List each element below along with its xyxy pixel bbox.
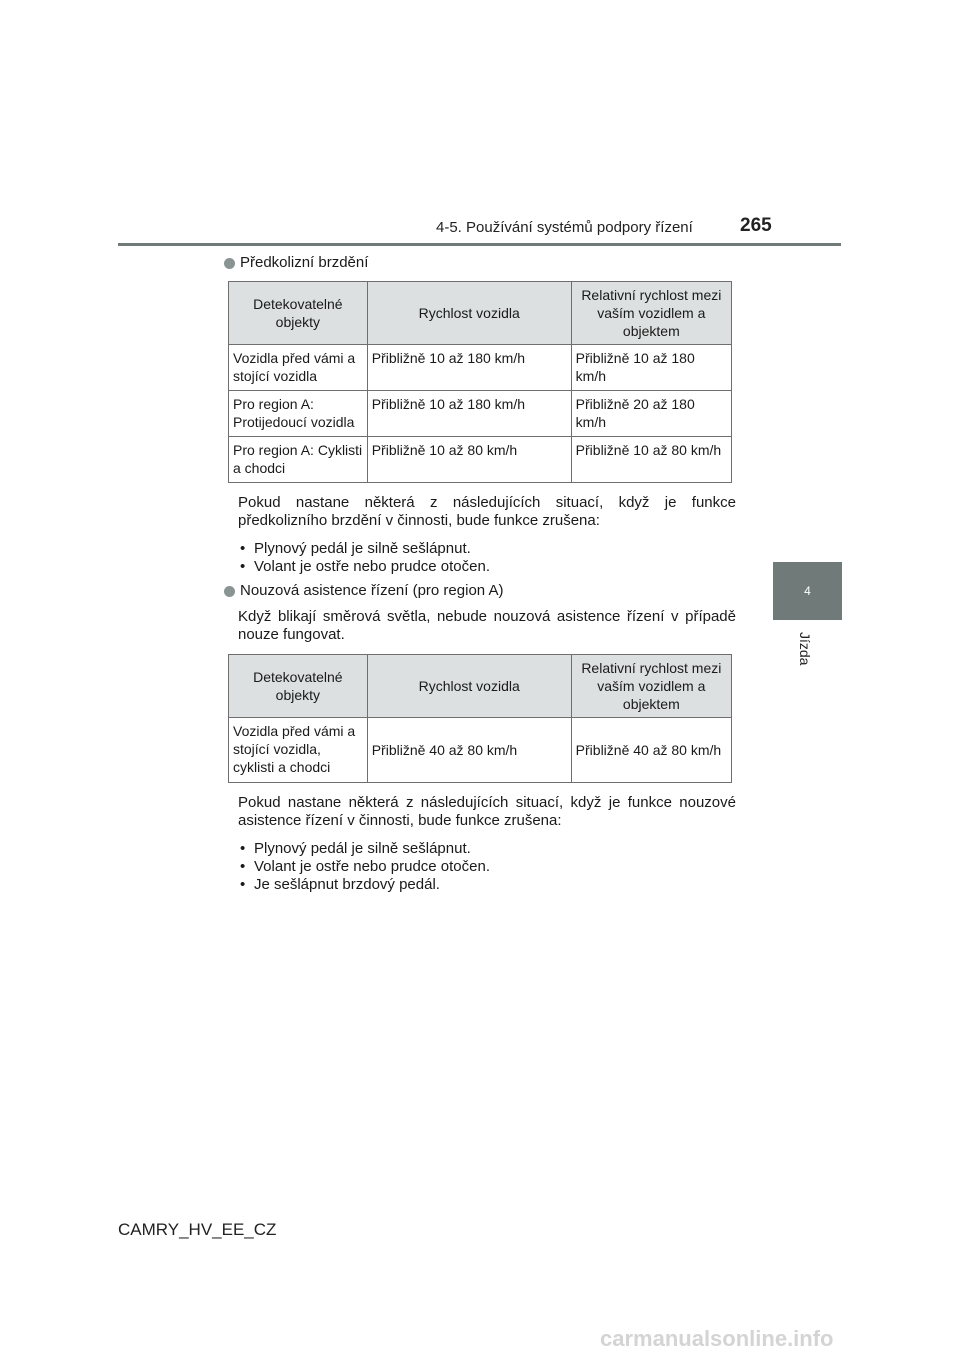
cancel-conditions-note: Pokud nastane některá z následujících situací, když je funkce předkolizního brzdění v činnosti, bude funkce zrušena: <box>238 494 736 529</box>
list-item: • Plynový pedál je silně sešlápnut. <box>238 540 736 558</box>
table-header-cell: Rychlost vozidla <box>367 655 571 718</box>
bullet-dot-icon <box>224 586 235 597</box>
document-id: CAMRY_HV_EE_CZ <box>118 1220 277 1239</box>
section-heading-text: Nouzová asistence řízení (pro region A) <box>240 582 504 599</box>
table-cell: Přibližně 40 až 80 km/h <box>571 718 731 783</box>
table-header-cell: Rychlost vozidla <box>367 282 571 345</box>
table-row <box>229 391 732 437</box>
section-heading <box>224 254 736 272</box>
speed-table-steering-assist <box>228 654 732 783</box>
chapter-label: Jízda <box>797 632 813 666</box>
table-cell: Přibližně 40 až 80 km/h <box>367 718 571 783</box>
table-header-cell: Detekovatelné objekty <box>229 282 368 345</box>
table-cell: Přibližně 10 až 180 km/h <box>571 345 731 391</box>
table-cell: Přibližně 10 až 180 km/h <box>367 345 571 391</box>
cancel-conditions-note: Pokud nastane některá z následujících situací, když je funkce nouzové asistence řízení v činnosti, bude funkce zrušena: <box>238 794 736 829</box>
section-intro: Když blikají směrová světla, nebude nouzová asistence řízení v případě nouze fungovat. <box>238 608 736 643</box>
chapter-number: 4 <box>804 584 811 598</box>
main-content <box>224 254 736 900</box>
table-cell: Přibližně 10 až 80 km/h <box>571 437 731 483</box>
list-item: • Je sešlápnut brzdový pedál. <box>238 876 736 894</box>
table-cell: Přibližně 10 až 180 km/h <box>367 391 571 437</box>
speed-table-precollision <box>228 281 732 483</box>
bullet-dot-icon <box>224 258 235 269</box>
table-cell: Přibližně 10 až 80 km/h <box>367 437 571 483</box>
header-title: 4-5. Používání systémů podpory řízení <box>436 219 693 236</box>
section-heading-text: Předkolizní brzdění <box>240 254 369 271</box>
watermark: carmanualsonline.info <box>600 1326 834 1351</box>
table-cell: Vozidla před vámi a stojící vozidla, cyklisti a chodci <box>229 718 368 783</box>
cancel-conditions-list <box>238 540 736 576</box>
table-header-cell: Relativní rychlost mezi vaším vozidlem a objektem <box>571 282 731 345</box>
table-row <box>229 718 732 783</box>
list-item: • Plynový pedál je silně sešlápnut. <box>238 840 736 858</box>
table-header-row <box>229 282 732 345</box>
table-cell: Přibližně 20 až 180 km/h <box>571 391 731 437</box>
chapter-tab[interactable] <box>773 562 842 620</box>
header-rule <box>118 243 841 246</box>
table-cell: Pro region A: Protijedoucí vozidla <box>229 391 368 437</box>
table-row <box>229 437 732 483</box>
table-header-cell: Detekovatelné objekty <box>229 655 368 718</box>
table-cell: Vozidla před vámi a stojící vozidla <box>229 345 368 391</box>
cancel-conditions-list <box>238 840 736 894</box>
table-header-cell: Relativní rychlost mezi vaším vozidlem a objektem <box>571 655 731 718</box>
list-item: • Volant je ostře nebo prudce otočen. <box>238 858 736 876</box>
table-header-row <box>229 655 732 718</box>
table-cell: Pro region A: Cyklisti a chodci <box>229 437 368 483</box>
table-row <box>229 345 732 391</box>
list-item: • Volant je ostře nebo prudce otočen. <box>238 558 736 576</box>
section-heading <box>224 582 736 600</box>
page-number: 265 <box>740 215 772 236</box>
